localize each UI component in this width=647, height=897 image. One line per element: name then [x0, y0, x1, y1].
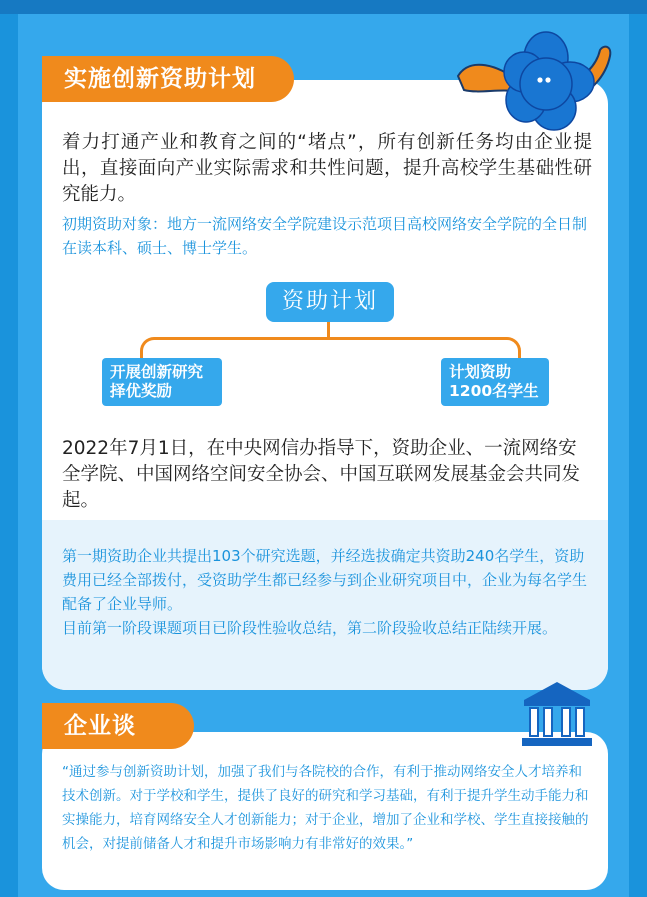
left-box-line2: 择优奖励: [110, 382, 173, 400]
left-box-line1: 开展创新研究: [110, 363, 204, 381]
quote-paragraph: “通过参与创新资助计划，加强了我们与各院校的合作，有利于推动网络安全人才培养和技术创新。对于学校和学生，提供了良好的研究和学习基础，有利于提升学生动手能力和实操能力，培育网络安全人才创新能力；对于企业，增加了企业和学校、学生直接接触的机会，对提前储备人才和提升市场影响力有非常好的效果。”: [62, 764, 589, 852]
target-paragraph: 初期资助对象：地方一流网络安全学院建设示范项目高校网络安全学院的全日制在读本科、硕士、博士学生。: [62, 215, 588, 257]
intro-paragraph: 着力打通产业和教育之间的“堵点”，所有创新任务均由企业提出，直接面向产业实际需求和共性问题，提升高校学生基础性研究能力。: [62, 132, 592, 205]
right-box-line1: 计划资助: [449, 363, 512, 381]
progress-paragraph-1: 第一期资助企业共提出103个研究选题，并经选拔确定共资助240名学生，资助费用已经全部拨付，受资助学生都已经参与到企业研究项目中，企业为每名学生配备了企业导师。: [62, 547, 588, 613]
top-stripe: [0, 0, 647, 14]
section-title-enterprise: 企业谈: [42, 703, 194, 749]
diagram-center-box: 资助计划: [266, 282, 394, 322]
progress-paragraph-2: 目前第一阶段课题项目已阶段性验收总结，第二阶段验收总结正陆续开展。: [62, 619, 558, 637]
diagram-right-box: [441, 358, 549, 406]
launch-paragraph: 2022年7月1日，在中央网信办指导下，资助企业、一流网络安全学院、中国网络空间安全协会、中国互联网发展基金会共同发起。: [62, 438, 581, 511]
diagram-left-box: [102, 358, 222, 406]
section-title-innovation: 实施创新资助计划: [42, 56, 294, 102]
bank-building-icon: [520, 678, 594, 748]
right-box-line2: 1200名学生: [449, 382, 539, 400]
progress-text: [62, 544, 592, 640]
mascot-icon: [450, 28, 620, 132]
